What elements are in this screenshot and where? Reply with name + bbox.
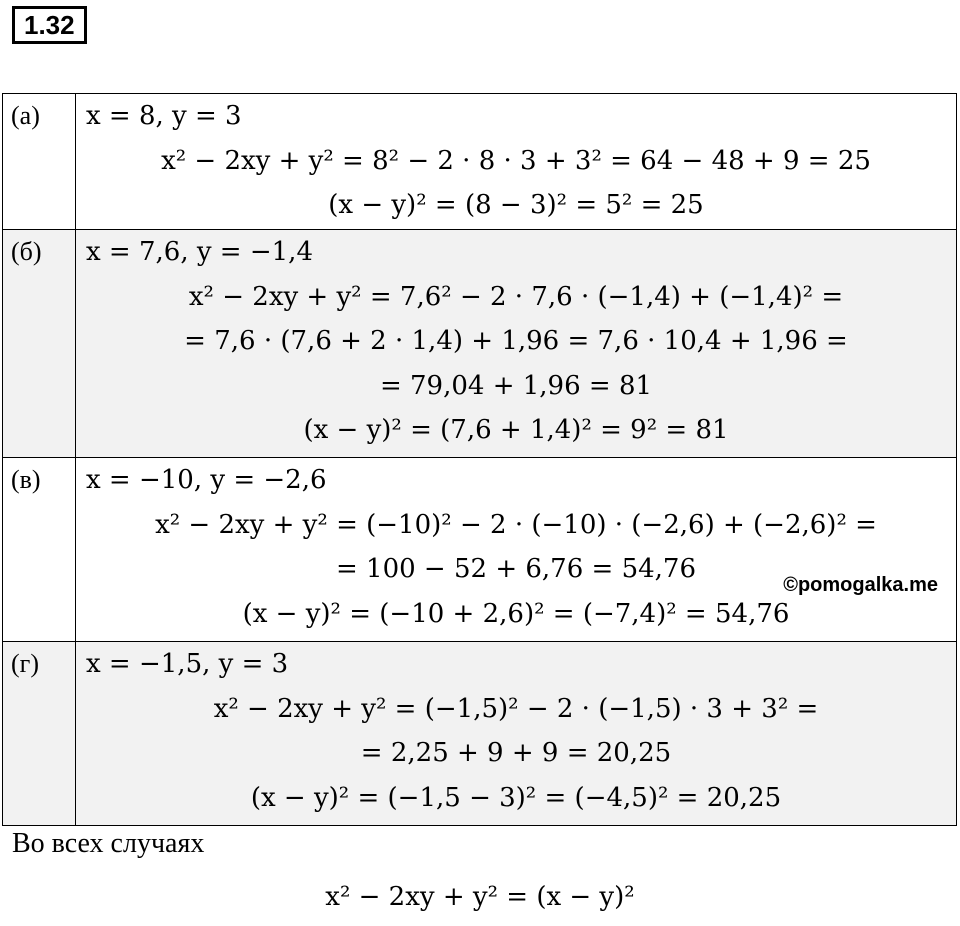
expanded-square-calculation: x² − 2xy + y² = (−1,5)² − 2 · (−1,5) · 3 + 3² =	[213, 693, 819, 724]
given-values: x = −10, y = −2,6	[86, 465, 327, 495]
calculation-continuation: = 100 − 52 + 6,76 = 54,76	[335, 554, 697, 584]
row-label: (г)	[3, 642, 76, 825]
row-content	[76, 458, 956, 641]
expanded-square-calculation: x² − 2xy + y² = (−10)² − 2 · (−10) · (−2,6) + (−2,6)² =	[155, 509, 877, 540]
expanded-square-calculation: x² − 2xy + y² = 8² − 2 · 8 · 3 + 3² = 64 − 48 + 9 = 25	[161, 145, 871, 176]
row-content	[76, 94, 956, 229]
problem-number: 1.32	[12, 6, 87, 44]
watermark: ©pomogalka.me	[783, 574, 938, 596]
solution-table	[2, 93, 957, 826]
square-of-difference-calculation: (x − y)² = (8 − 3)² = 5² = 25	[328, 190, 704, 220]
given-values: x = −1,5, y = 3	[86, 649, 289, 679]
table-row	[3, 94, 956, 230]
expanded-square-calculation: x² − 2xy + y² = 7,6² − 2 · 7,6 · (−1,4) + (−1,4)² =	[188, 281, 844, 312]
table-row	[3, 642, 956, 826]
given-values: x = 7,6, y = −1,4	[86, 237, 313, 267]
row-label: (а)	[3, 94, 76, 229]
square-of-difference-calculation: (x − y)² = (−10 + 2,6)² = (−7,4)² = 54,76	[242, 598, 790, 629]
row-label: (б)	[3, 230, 76, 457]
square-of-difference-calculation: (x − y)² = (7,6 + 1,4)² = 9² = 81	[303, 415, 729, 445]
calculation-continuation: = 79,04 + 1,96 = 81	[379, 370, 653, 401]
table-row	[3, 230, 956, 458]
given-values: x = 8, y = 3	[86, 101, 242, 131]
calculation-continuation: = 2,25 + 9 + 9 = 20,25	[360, 738, 672, 768]
table-row	[3, 458, 956, 642]
calculation-continuation: = 7,6 · (7,6 + 2 · 1,4) + 1,96 = 7,6 · 10,4 + 1,96 =	[184, 326, 848, 356]
square-of-difference-calculation: (x − y)² = (−1,5 − 3)² = (−4,5)² = 20,25	[250, 782, 782, 813]
row-content	[76, 642, 956, 825]
row-label: (в)	[3, 458, 76, 641]
conclusion-text: Во всех случаях	[12, 828, 205, 859]
final-identity: x² − 2xy + y² = (x − y)²	[325, 882, 635, 912]
row-content	[76, 230, 956, 457]
